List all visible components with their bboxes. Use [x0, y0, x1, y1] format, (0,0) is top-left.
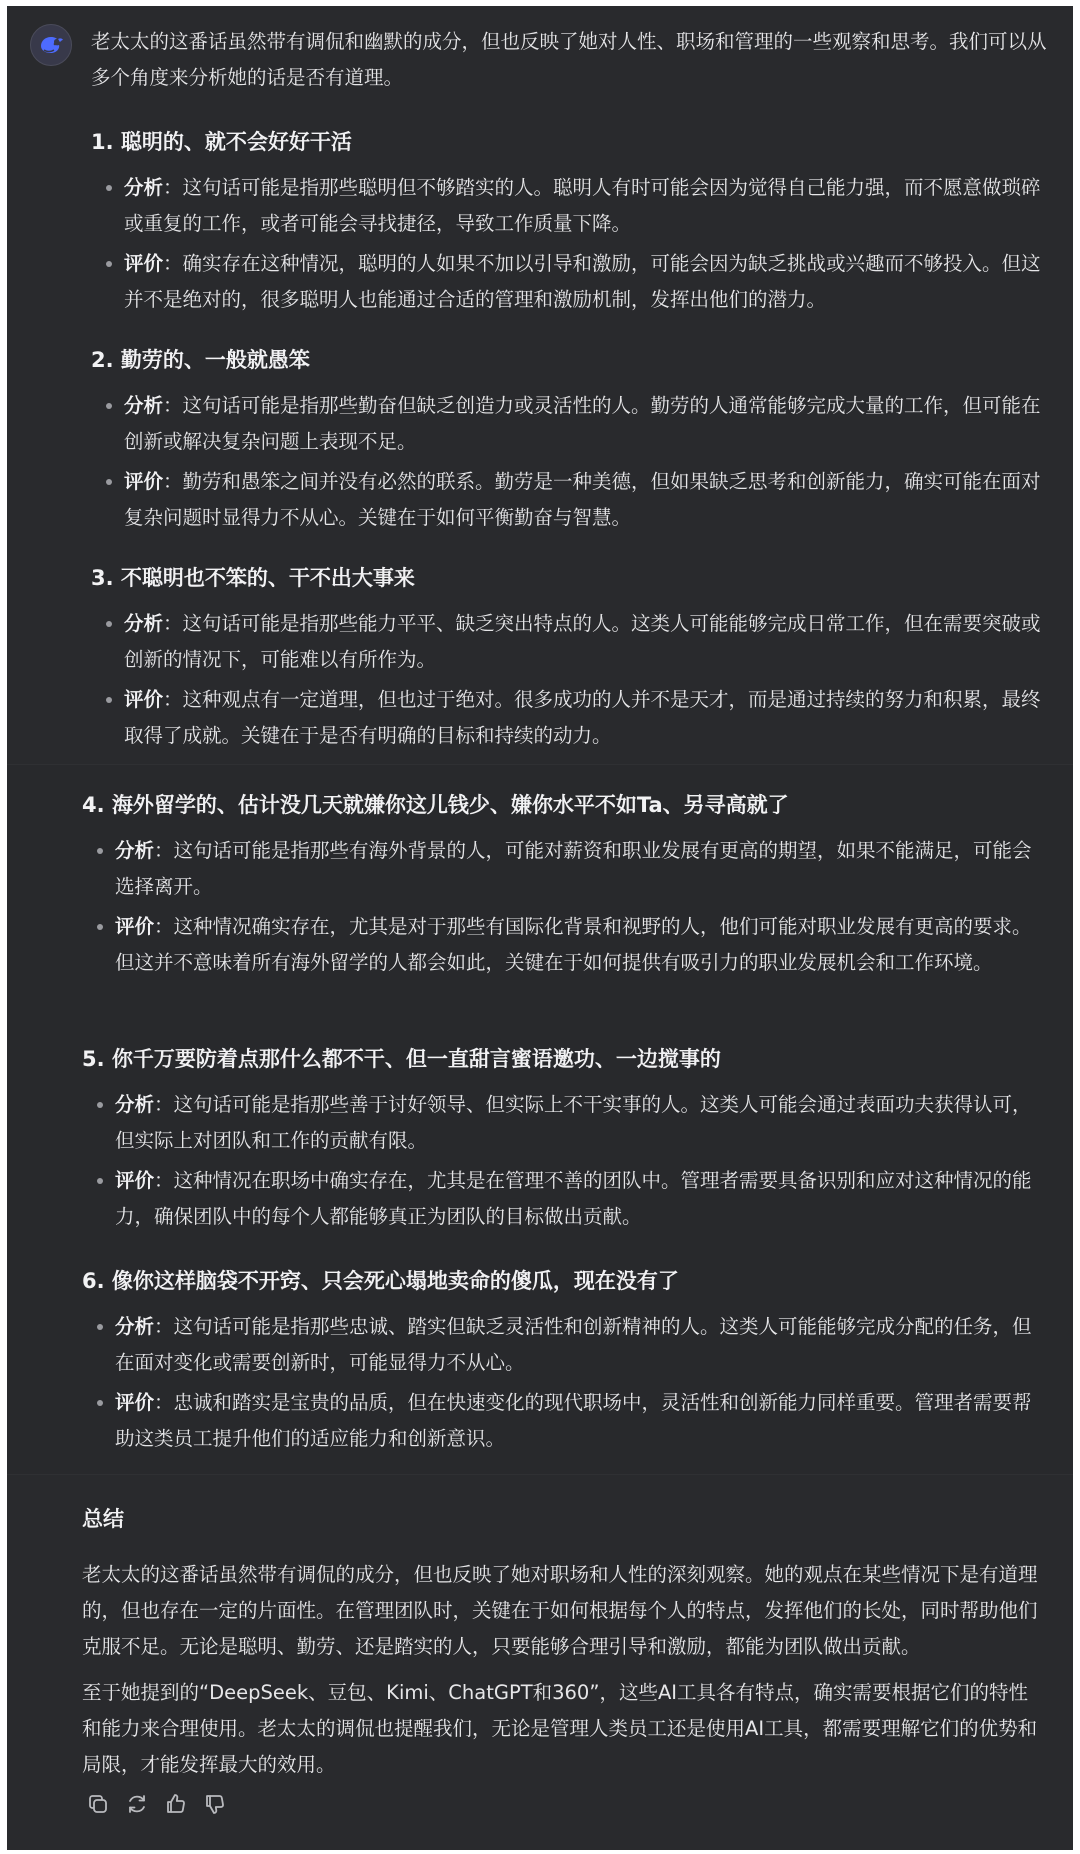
response-panel-part-1	[7, 6, 1073, 764]
analysis-label: 分析	[115, 839, 155, 862]
analysis-text: ：这句话可能是指那些聪明但不够踏实的人。聪明人有时可能会因为觉得自己能力强，而不愿意做琐碎或重复的工作，或者可能会寻找捷径，导致工作质量下降。	[124, 176, 1041, 235]
evaluation-label: 评价	[124, 252, 164, 275]
section-heading-1: 1. 聪明的、就不会好好干活	[91, 130, 352, 154]
dislike-button[interactable]	[202, 1791, 228, 1817]
section-5-evaluation	[115, 1163, 1045, 1235]
thumbs-up-icon	[164, 1792, 188, 1816]
section-heading-3: 3. 不聪明也不笨的、干不出大事来	[91, 566, 415, 590]
bullet-dot	[106, 621, 112, 627]
section-6-analysis	[115, 1309, 1045, 1381]
analysis-text: ：这句话可能是指那些忠诚、踏实但缺乏灵活性和创新精神的人。这类人可能能够完成分配的任务，但在面对变化或需要创新时，可能显得力不从心。	[115, 1315, 1032, 1374]
whale-logo-icon	[36, 30, 66, 60]
evaluation-label: 评价	[115, 1391, 155, 1414]
evaluation-label: 评价	[115, 915, 155, 938]
chat-message-screenshot	[7, 6, 1073, 1850]
section-heading-6: 6. 像你这样脑袋不开窍、只会死心塌地卖命的傻瓜，现在没有了	[82, 1269, 679, 1293]
analysis-label: 分析	[124, 394, 164, 417]
section-heading-4: 4. 海外留学的、估计没几天就嫌你这儿钱少、嫌你水平不如Ta、另寻高就了	[82, 793, 789, 817]
bullet-dot	[97, 1324, 103, 1330]
regenerate-button[interactable]	[124, 1791, 150, 1817]
bullet-dot	[106, 403, 112, 409]
bullet-dot	[106, 479, 112, 485]
message-actions	[85, 1791, 228, 1817]
response-panel-part-2	[7, 764, 1073, 1475]
bullet-dot	[97, 924, 103, 930]
evaluation-label: 评价	[124, 688, 164, 711]
section-3-evaluation	[124, 682, 1052, 754]
copy-button[interactable]	[85, 1791, 111, 1817]
regenerate-icon	[125, 1792, 149, 1816]
section-4-evaluation	[115, 909, 1045, 981]
summary-heading: 总结	[82, 1507, 124, 1531]
assistant-avatar	[30, 24, 72, 66]
analysis-text: ：这句话可能是指那些善于讨好领导、但实际上不干实事的人。这类人可能会通过表面功夫获得认可，但实际上对团队和工作的贡献有限。	[115, 1093, 1032, 1152]
copy-icon	[86, 1792, 110, 1816]
bullet-dot	[97, 848, 103, 854]
evaluation-text: ：这种情况在职场中确实存在，尤其是在管理不善的团队中。管理者需要具备识别和应对这种情况的能力，确保团队中的每个人都能够真正为团队的目标做出贡献。	[115, 1169, 1032, 1228]
evaluation-label: 评价	[115, 1169, 155, 1192]
section-3-analysis	[124, 606, 1052, 678]
section-2-analysis	[124, 388, 1052, 460]
evaluation-text: ：勤劳和愚笨之间并没有必然的联系。勤劳是一种美德，但如果缺乏思考和创新能力，确实可能在面对复杂问题时显得力不从心。关键在于如何平衡勤奋与智慧。	[124, 470, 1041, 529]
section-1-evaluation	[124, 246, 1052, 318]
evaluation-text: ：这种观点有一定道理，但也过于绝对。很多成功的人并不是天才，而是通过持续的努力和积累，最终取得了成就。关键在于是否有明确的目标和持续的动力。	[124, 688, 1041, 747]
section-1-analysis	[124, 170, 1052, 242]
bullet-dot	[106, 261, 112, 267]
thumbs-down-icon	[203, 1792, 227, 1816]
section-6-evaluation	[115, 1385, 1045, 1457]
analysis-text: ：这句话可能是指那些能力平平、缺乏突出特点的人。这类人可能能够完成日常工作，但在需要突破或创新的情况下，可能难以有所作为。	[124, 612, 1041, 671]
section-4-analysis	[115, 833, 1045, 905]
bullet-dot	[97, 1400, 103, 1406]
section-5-analysis	[115, 1087, 1045, 1159]
section-2-evaluation	[124, 464, 1052, 536]
analysis-label: 分析	[124, 176, 164, 199]
analysis-text: ：这句话可能是指那些有海外背景的人，可能对薪资和职业发展有更高的期望，如果不能满足，可能会选择离开。	[115, 839, 1032, 898]
bullet-dot	[97, 1178, 103, 1184]
evaluation-text: ：这种情况确实存在，尤其是对于那些有国际化背景和视野的人，他们可能对职业发展有更高的要求。但这并不意味着所有海外留学的人都会如此，关键在于如何提供有吸引力的职业发展机会和工作环境。	[115, 915, 1032, 974]
bullet-dot	[106, 185, 112, 191]
evaluation-label: 评价	[124, 470, 164, 493]
analysis-label: 分析	[115, 1315, 155, 1338]
evaluation-text: ：忠诚和踏实是宝贵的品质，但在快速变化的现代职场中，灵活性和创新能力同样重要。管理者需要帮助这类员工提升他们的适应能力和创新意识。	[115, 1391, 1032, 1450]
like-button[interactable]	[163, 1791, 189, 1817]
bullet-dot	[106, 697, 112, 703]
evaluation-text: ：确实存在这种情况，聪明的人如果不加以引导和激励，可能会因为缺乏挑战或兴趣而不够投入。但这并不是绝对的，很多聪明人也能通过合适的管理和激励机制，发挥出他们的潜力。	[124, 252, 1041, 311]
analysis-label: 分析	[115, 1093, 155, 1116]
section-heading-5: 5. 你千万要防着点那什么都不干、但一直甜言蜜语邀功、一边搅事的	[82, 1047, 721, 1071]
bullet-dot	[97, 1102, 103, 1108]
summary-paragraph-2: 至于她提到的“DeepSeek、豆包、Kimi、ChatGPT和360”，这些AI工具各有特点，确实需要根据它们的特性和能力来合理使用。老太太的调侃也提醒我们，无论是管理人类员工还是使用AI工具，都需要理解它们的优势和局限，才能发挥最大的效用。	[82, 1681, 1038, 1776]
analysis-label: 分析	[124, 612, 164, 635]
section-heading-2: 2. 勤劳的、一般就愚笨	[91, 348, 310, 372]
intro-paragraph: 老太太的这番话虽然带有调侃和幽默的成分，但也反映了她对人性、职场和管理的一些观察和思考。我们可以从多个角度来分析她的话是否有道理。	[91, 30, 1047, 89]
analysis-text: ：这句话可能是指那些勤奋但缺乏创造力或灵活性的人。勤劳的人通常能够完成大量的工作，但可能在创新或解决复杂问题上表现不足。	[124, 394, 1041, 453]
summary-paragraph-1: 老太太的这番话虽然带有调侃的成分，但也反映了她对职场和人性的深刻观察。她的观点在某些情况下是有道理的，但也存在一定的片面性。在管理团队时，关键在于如何根据每个人的特点，发挥他们的长处，同时帮助他们克服不足。无论是聪明、勤劳、还是踏实的人，只要能够合理引导和激励，都能为团队做出贡献。	[82, 1563, 1038, 1658]
